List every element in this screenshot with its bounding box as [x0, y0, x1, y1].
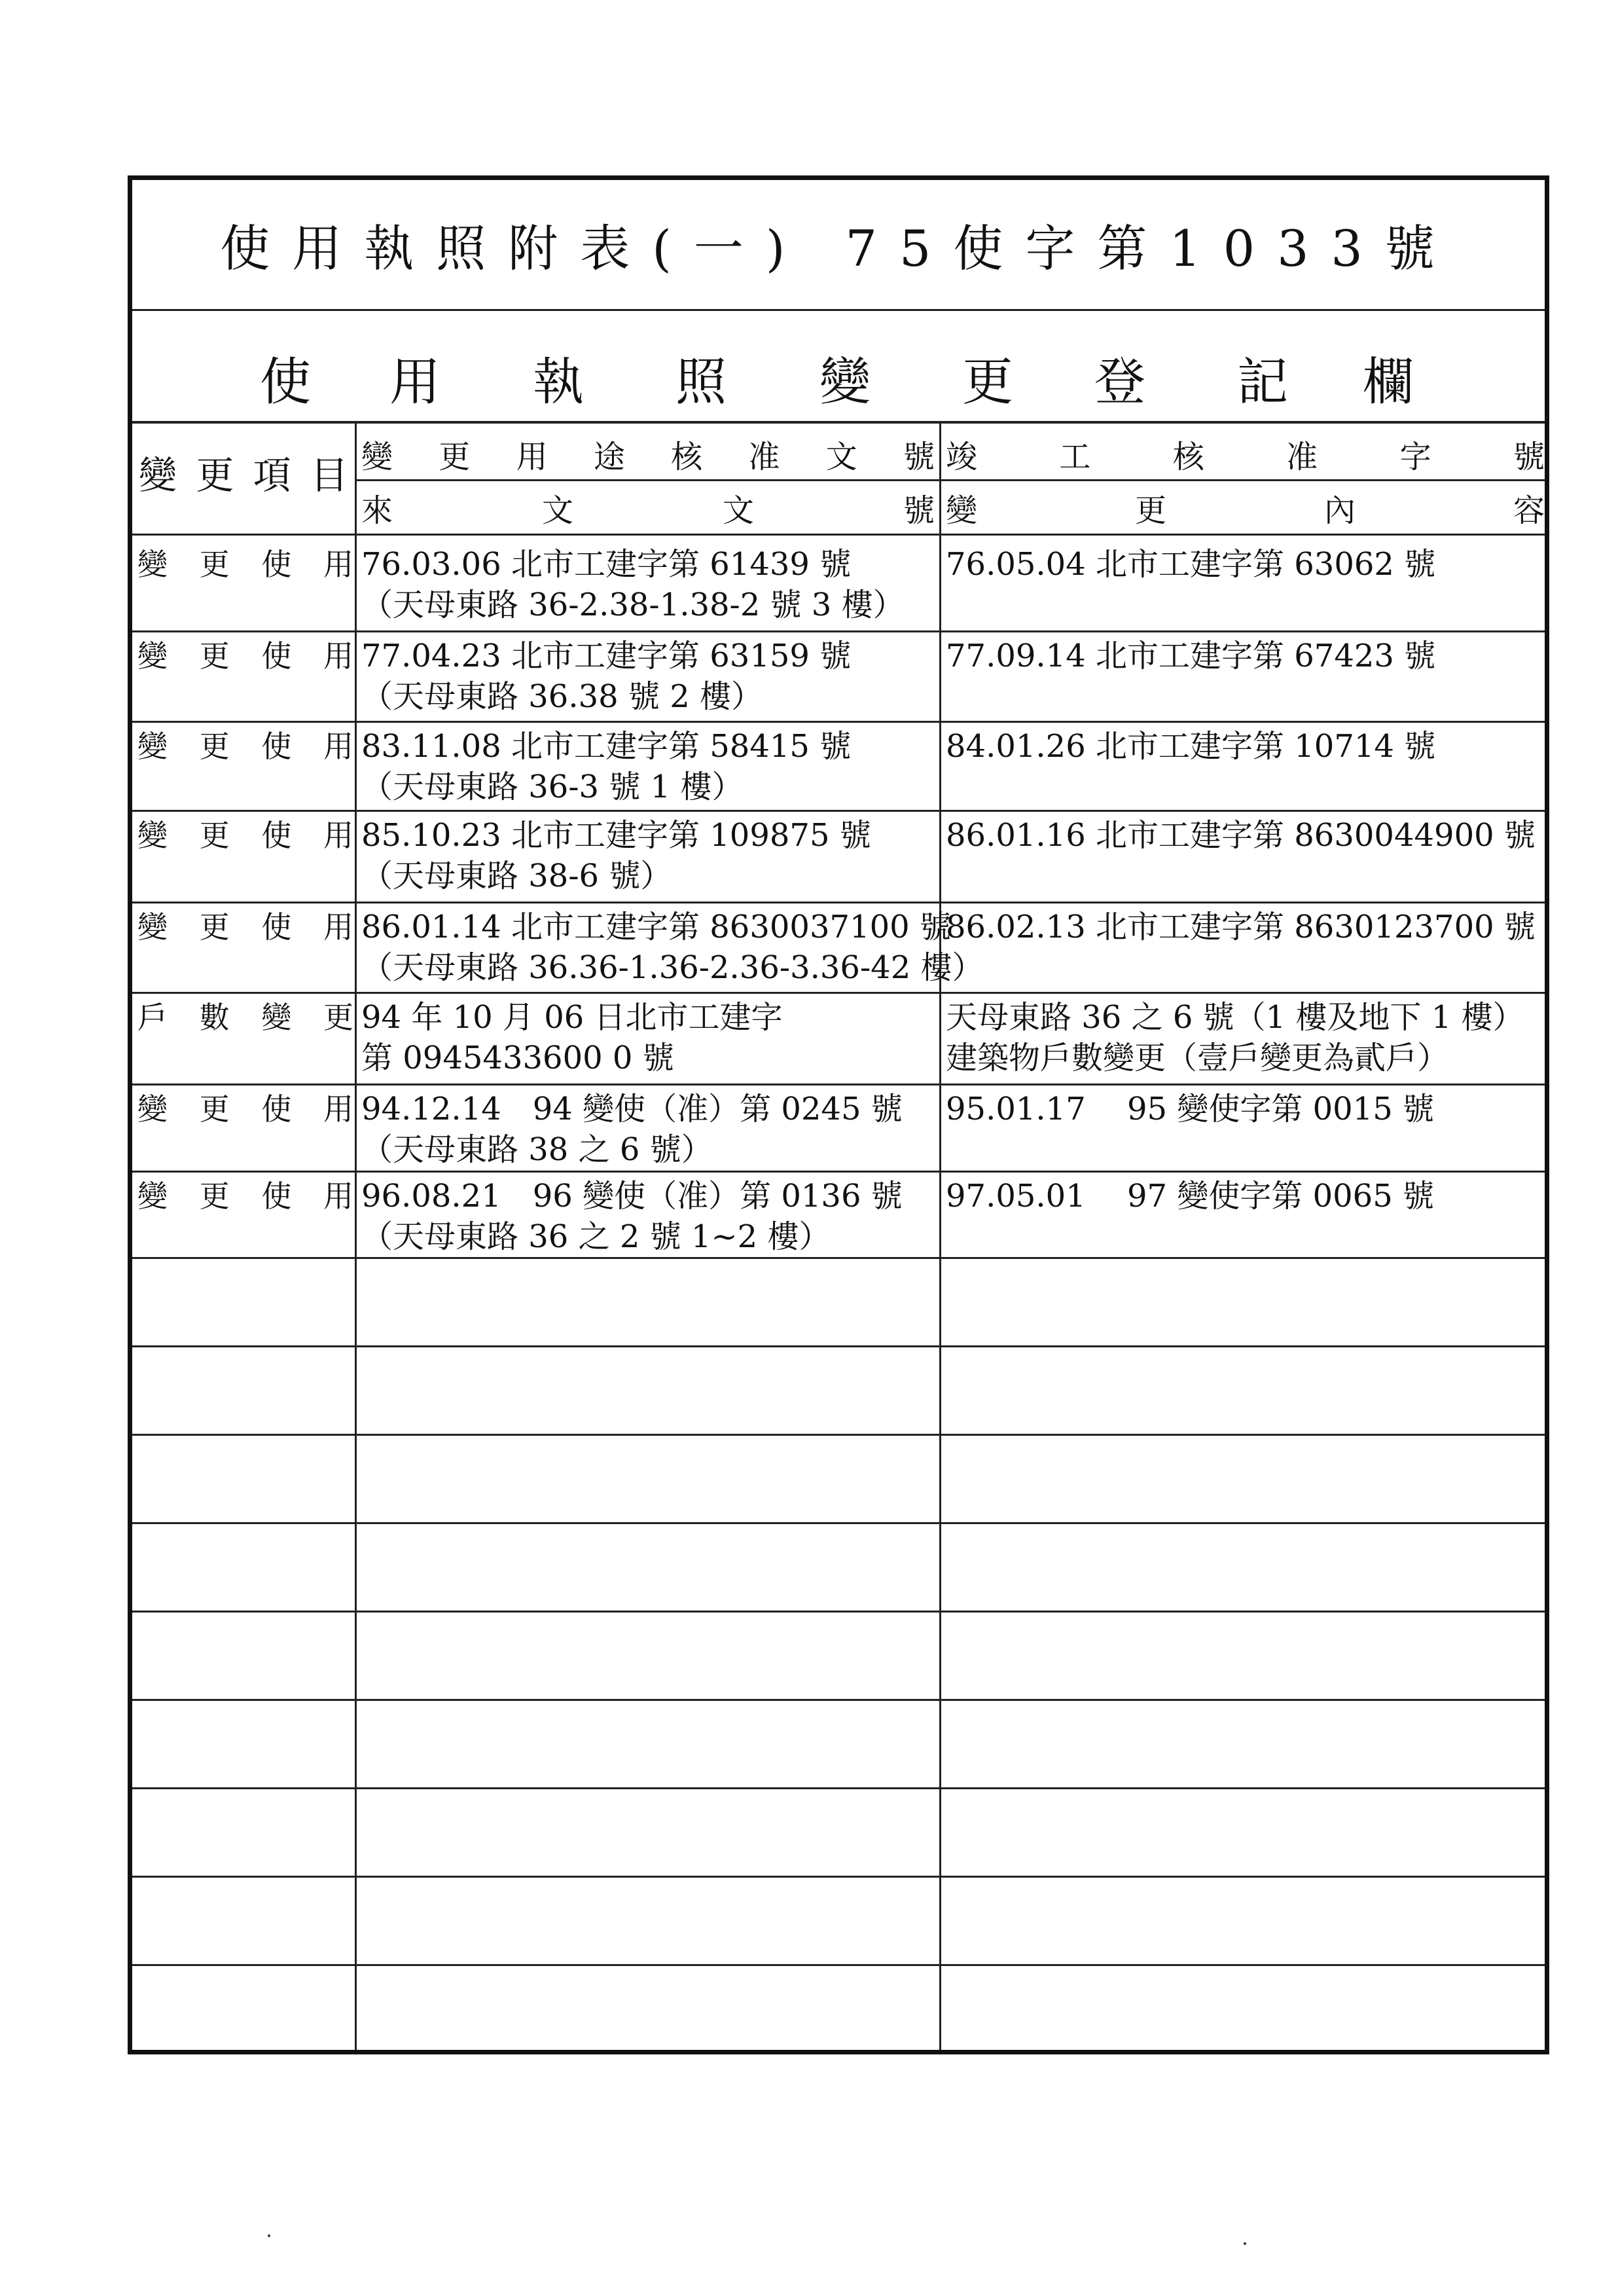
section-title-char: 記: [1237, 353, 1289, 412]
row-divider: [132, 1699, 1545, 1701]
row-item-label: 變 更 使 用: [137, 1178, 353, 1214]
row-divider: [132, 630, 1545, 632]
scan-speck: [1244, 2242, 1246, 2245]
row-document-line1: 77.04.23 北市工建字第 63159 號: [361, 638, 852, 674]
row-divider: [132, 721, 1545, 723]
row-approval-line1: 86.02.13 北市工建字第 8630123700 號: [946, 909, 1536, 945]
header-split-line: [355, 479, 1545, 481]
row-divider: [132, 1522, 1545, 1524]
section-title-char: 用: [389, 353, 441, 412]
row-item-label: 變 更 使 用: [137, 638, 353, 674]
row-divider: [132, 1787, 1545, 1789]
header-col2-bottom: 來 文 文 號: [361, 492, 935, 529]
section-title-char: 執: [533, 353, 584, 412]
row-item-label: 變 更 使 用: [137, 1091, 353, 1127]
column-divider: [939, 424, 941, 2050]
scan-speck: [268, 2234, 270, 2237]
header-col3-bottom: 變 更 內 容: [946, 492, 1545, 529]
permit-table-frame: [128, 175, 1549, 2054]
header-col2-top: 變 更 用 途 核 准 文 號: [361, 439, 935, 475]
row-divider: [132, 1345, 1545, 1347]
row-item-label: 變 更 使 用: [137, 909, 353, 945]
section-title-char: 更: [962, 353, 1014, 412]
row-item-label: 變 更 使 用: [137, 818, 353, 853]
row-document-line2: 第 0945433600 0 號: [361, 1040, 674, 1076]
row-divider: [132, 1876, 1545, 1878]
row-approval-line1: 84.01.26 北市工建字第 10714 號: [946, 728, 1436, 765]
row-document-line2: （天母東路 36.38 號 2 樓）: [361, 678, 763, 715]
row-approval-line2: 建築物戶數變更（壹戶變更為貳戶）: [946, 1040, 1449, 1076]
row-divider: [132, 1084, 1545, 1085]
row-document-line1: 94.12.14 94 變使（准）第 0245 號: [361, 1091, 903, 1127]
row-document-line2: （天母東路 38-6 號）: [361, 858, 672, 894]
row-divider: [132, 1611, 1545, 1613]
section-title-char: 照: [675, 353, 727, 412]
section-title-char: 欄: [1363, 353, 1414, 412]
row-approval-line1: 77.09.14 北市工建字第 67423 號: [946, 638, 1436, 674]
row-item-label: 變 更 使 用: [137, 547, 353, 582]
row-document-line1: 85.10.23 北市工建字第 109875 號: [361, 817, 871, 854]
row-document-line1: 96.08.21 96 變使（准）第 0136 號: [361, 1178, 903, 1214]
row-document-line1: 86.01.14 北市工建字第 8630037100 號: [361, 909, 951, 945]
row-document-line2: （天母東路 36-3 號 1 樓）: [361, 769, 744, 805]
section-title-char: 登: [1094, 353, 1146, 412]
column-divider: [355, 424, 357, 2050]
row-approval-line1: 86.01.16 北市工建字第 8630044900 號: [946, 817, 1536, 854]
row-divider: [132, 1257, 1545, 1259]
row-document-line1: 94 年 10 月 06 日北市工建字: [361, 999, 783, 1036]
row-document-line2: （天母東路 36.36-1.36-2.36-3.36-42 樓）: [361, 949, 984, 986]
row-item-label: 戶 數 變 更: [137, 1000, 353, 1035]
row-divider: [132, 902, 1545, 903]
row-document-line2: （天母東路 36-2.38-1.38-2 號 3 樓）: [361, 587, 905, 623]
row-divider: [132, 810, 1545, 812]
row-approval-line1: 76.05.04 北市工建字第 63062 號: [946, 546, 1436, 583]
row-divider: [132, 1171, 1545, 1173]
page-title: 使用執照附表(一) 75使字第1033號: [132, 180, 1545, 311]
row-divider: [132, 1964, 1545, 1966]
row-document-line1: 76.03.06 北市工建字第 61439 號: [361, 546, 852, 583]
row-divider: [132, 1434, 1545, 1436]
row-document-line2: （天母東路 36 之 2 號 1~2 樓）: [361, 1218, 831, 1255]
row-approval-line1: 95.01.17 95 變使字第 0015 號: [946, 1091, 1435, 1127]
header-col3-top: 竣 工 核 准 字 號: [946, 439, 1545, 475]
row-document-line1: 83.11.08 北市工建字第 58415 號: [361, 728, 852, 765]
section-title: [132, 311, 1545, 424]
header-item-label: 變 更 項 目: [139, 453, 348, 498]
header-bottom-line: [132, 534, 1545, 536]
row-divider: [132, 992, 1545, 994]
section-title-char: 變: [819, 353, 871, 412]
row-approval-line1: 97.05.01 97 變使字第 0065 號: [946, 1178, 1435, 1214]
row-document-line2: （天母東路 38 之 6 號）: [361, 1131, 713, 1168]
section-title-char: 使: [260, 353, 312, 412]
row-item-label: 變 更 使 用: [137, 729, 353, 764]
row-approval-line1: 天母東路 36 之 6 號（1 樓及地下 1 樓）: [946, 999, 1524, 1036]
